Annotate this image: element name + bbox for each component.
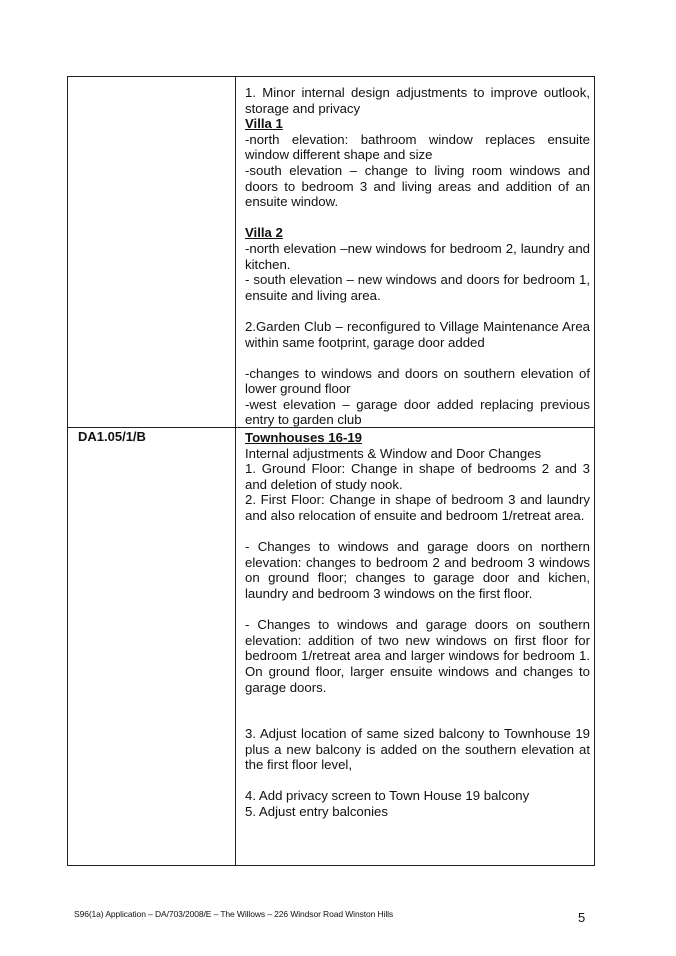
amendments-table: [67, 76, 595, 866]
northern-elevation-text: - Changes to windows and garage doors on northern elevation: changes to bedroom 2 and bedroom 3 windows on ground floor; changes to garage door and kichen, laundry and bedroom 3 windows on the first floor.: [245, 539, 590, 601]
ground-floor-text: 1. Ground Floor: Change in shape of bedrooms 2 and 3 and deletion of study nook.: [245, 461, 590, 492]
villa-2-south: - south elevation – new windows and doors for bedroom 1, ensuite and living area.: [245, 272, 590, 303]
townhouses-heading: Townhouses 16-19: [245, 430, 363, 445]
page-number: 5: [578, 910, 586, 925]
southern-elevation-text: -changes to windows and doors on southern elevation of lower ground floor: [245, 365, 590, 397]
villa-2-north: -north elevation –new windows for bedroom 2, laundry and kitchen.: [245, 240, 590, 272]
item-5-entry-text: 5. Adjust entry balconies: [245, 804, 388, 820]
row1-description: [245, 85, 590, 428]
villa-2-heading: Villa 2: [245, 225, 283, 241]
villa-1-south: -south elevation – change to living room windows and doors to bedroom 3 and living areas and addition of an ensuite window.: [245, 162, 590, 210]
item-2-text: 2.Garden Club – reconfigured to Village Maintenance Area within same footprint, garage door added: [245, 318, 590, 350]
west-elevation-text: -west elevation – garage door added replacing previous entry to garden club: [245, 396, 590, 428]
first-floor-text: 2. First Floor: Change in shape of bedroom 3 and laundry and also relocation of ensuite and bedroom 1/retreat area.: [245, 492, 590, 523]
internal-adjustments-text: Internal adjustments & Window and Door Changes: [245, 445, 542, 461]
page-footer: S96(1a) Application – DA/703/2008/E – The Willows – 226 Windsor Road Winston Hills: [74, 909, 394, 919]
item-3-balcony-text: 3. Adjust location of same sized balcony to Townhouse 19 plus a new balcony is added on the southern elevation at the first floor level,: [245, 726, 590, 773]
row2-description: [245, 430, 590, 820]
row2-reference: DA1.05/1/B: [78, 429, 146, 444]
villa-1-heading: Villa 1: [245, 116, 283, 132]
villa-1-north: -north elevation: bathroom window replaces ensuite window different shape and size: [245, 131, 590, 163]
item-1-text: 1. Minor internal design adjustments to improve outlook, storage and privacy: [245, 85, 590, 116]
column-divider: [235, 77, 236, 865]
item-4-privacy-text: 4. Add privacy screen to Town House 19 balcony: [245, 788, 530, 804]
southern-elevation-changes-text: - Changes to windows and garage doors on southern elevation: addition of two new windows on first floor for bedroom 1/retreat area and larger windows for bedroom 1. On ground floor, larger ensuite windows and changes to garage doors.: [245, 617, 590, 695]
